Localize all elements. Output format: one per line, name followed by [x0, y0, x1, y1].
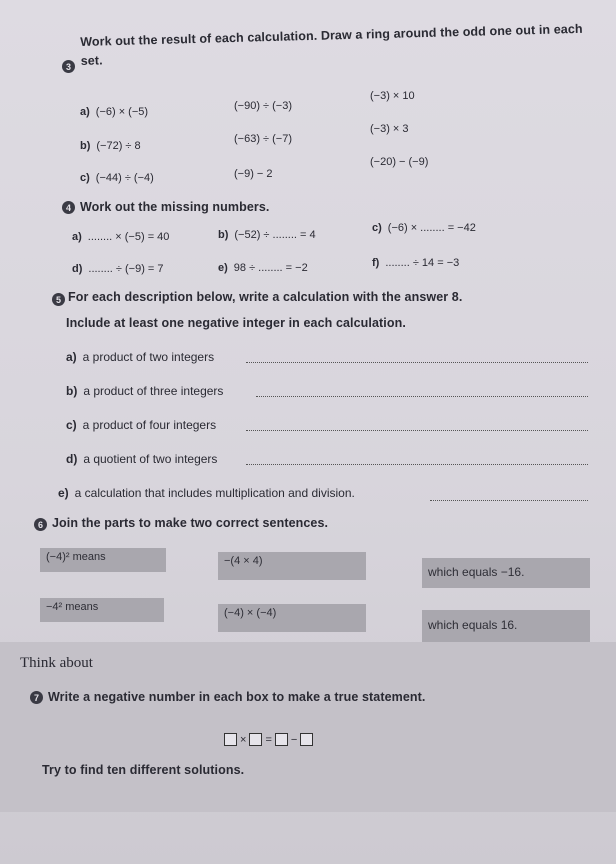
- q5-item-e: e) a calculation that includes multiplication and division.: [58, 486, 355, 500]
- sentence-part-5[interactable]: (−4) × (−4): [218, 604, 366, 632]
- q4-item-f: f) ........ ÷ 14 = −3: [372, 257, 460, 269]
- sentence-part-2[interactable]: −(4 × 4): [218, 552, 366, 580]
- answer-box-1[interactable]: [224, 733, 237, 746]
- q5-item-d: d) a quotient of two integers: [66, 452, 218, 466]
- q4-item-b: b) (−52) ÷ ........ = 4: [218, 229, 316, 241]
- sentence-part-6[interactable]: which equals 16.: [422, 610, 590, 642]
- answer-line-c[interactable]: [246, 430, 588, 431]
- q3-row-b: b) (−72) ÷ 8: [80, 140, 141, 152]
- question-5-text-2: Include at least one negative integer in each calculation.: [66, 316, 406, 330]
- answer-box-4[interactable]: [300, 733, 313, 746]
- q3-b-item-2: (−63) ÷ (−7): [234, 133, 293, 145]
- question-3-text: Work out the result of each calculation. Draw a ring around the odd one out in each set.: [80, 21, 583, 68]
- think-footer: Try to find ten different solutions.: [42, 763, 245, 777]
- question-5-text-1: For each description below, write a calculation with the answer 8.: [68, 290, 463, 304]
- equation-boxes: [224, 733, 313, 746]
- equals-sign: =: [265, 733, 272, 746]
- question-number-4: 4: [62, 201, 75, 214]
- question-7-text: Write a negative number in each box to make a true statement.: [48, 690, 426, 704]
- q3-a-item-3: (−3) × 10: [370, 90, 415, 102]
- q3-a-item-2: (−90) ÷ (−3): [234, 100, 293, 112]
- question-number-7: 7: [30, 691, 43, 704]
- answer-line-b[interactable]: [256, 396, 588, 397]
- sentence-part-1[interactable]: (−4)² means: [40, 548, 166, 572]
- question-4-text: Work out the missing numbers.: [80, 200, 270, 214]
- think-about-title: Think about: [20, 655, 93, 671]
- answer-box-2[interactable]: [249, 733, 262, 746]
- answer-line-e[interactable]: [430, 500, 588, 501]
- answer-line-d[interactable]: [246, 464, 588, 465]
- times-sign: ×: [240, 733, 247, 746]
- answer-box-3[interactable]: [275, 733, 288, 746]
- sentence-part-4[interactable]: −4² means: [40, 598, 164, 622]
- minus-sign: −: [290, 733, 298, 746]
- question-number-5: 5: [52, 293, 65, 306]
- question-number-3: 3: [62, 60, 75, 73]
- answer-line-a[interactable]: [246, 362, 588, 363]
- q5-item-c: c) a product of four integers: [66, 418, 217, 432]
- q4-item-c: c) (−6) × ........ = −42: [372, 222, 476, 234]
- q3-row-c: c) (−44) ÷ (−4): [80, 172, 154, 184]
- q4-item-e: e) 98 ÷ ........ = −2: [218, 262, 308, 274]
- q3-c-item-2: (−9) − 2: [234, 168, 273, 180]
- q4-item-a: a) ........ × (−5) = 40: [72, 231, 170, 243]
- sentence-part-3[interactable]: which equals −16.: [422, 558, 590, 588]
- q3-row-a: a) (−6) × (−5): [80, 106, 149, 118]
- q3-c-item-3: (−20) − (−9): [370, 156, 429, 168]
- q4-item-d: d) ........ ÷ (−9) = 7: [72, 263, 164, 275]
- q5-item-a: a) a product of two integers: [66, 350, 215, 364]
- q5-item-b: b) a product of three integers: [66, 384, 224, 398]
- question-6-text: Join the parts to make two correct sentences.: [52, 516, 329, 530]
- q3-b-item-3: (−3) × 3: [370, 123, 409, 135]
- question-number-6: 6: [34, 518, 47, 531]
